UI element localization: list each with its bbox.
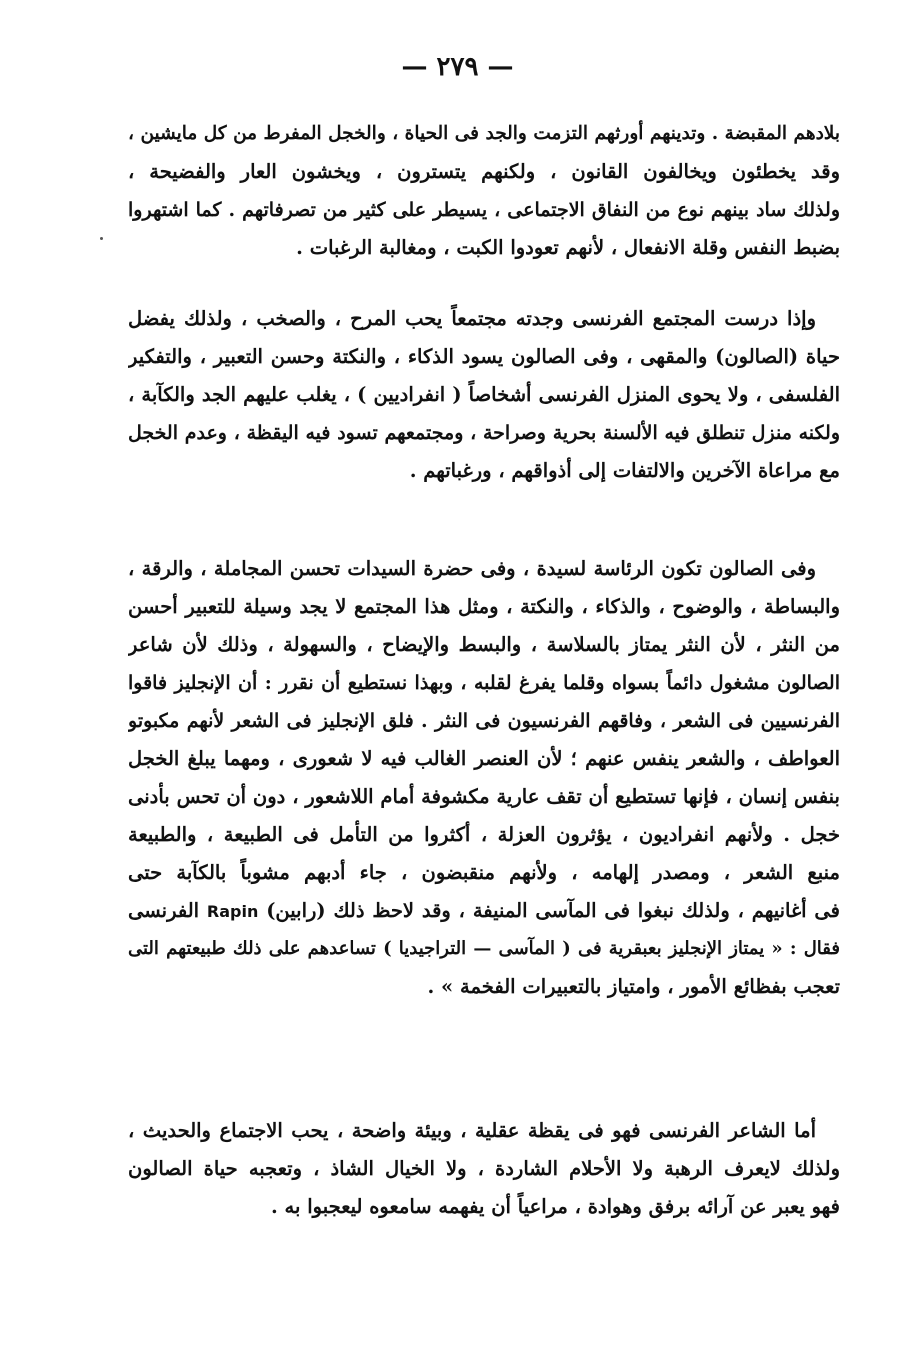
text-line: فهو يعبر عن آرائه برفق وهوادة ، مراعياً أن يفهمه سامعوه ليعجبوا به . xyxy=(270,1195,840,1218)
text-line: حياة (الصالون) والمقهى ، وفى الصالون يسود الذكاء ، والنكتة وحسن التعبير ، والتفكير xyxy=(128,345,840,368)
text-line: فى أغانيهم ، ولذلك نبغوا فى المآسى المنيفة ، وقد لاحظ ذلك (رابين) Rapin الفرنسى xyxy=(128,899,840,922)
scan-speck xyxy=(100,237,103,240)
text-line: بضبط النفس وقلة الانفعال ، لأنهم تعودوا الكبت ، ومغالبة الرغبات . xyxy=(296,236,840,259)
latin-name: Rapin xyxy=(206,902,259,921)
text-line: بنفس إنسان ، فإنها تستطيع أن تقف عارية مكشوفة أمام اللاشعور ، دون أن تحس بأدنى xyxy=(128,785,840,808)
text-line: ولكنه منزل تنطلق فيه الألسنة بحرية وصراحة ، ومجتمعهم تسود فيه اليقظة ، وعدم الخجل xyxy=(128,422,840,444)
text-line: من النثر ، لأن النثر يمتاز بالسلاسة ، والبسط والإيضاح ، والسهولة ، وذلك لأن شاعر xyxy=(128,633,840,656)
text-line: الفلسفى ، ولا يحوى المنزل الفرنسى أشخاصاً ( انفراديين ) ، يغلب عليهم الجد والكآبة ، xyxy=(128,383,840,406)
paragraph-1 xyxy=(128,115,840,267)
paragraph-3 xyxy=(128,550,840,1006)
text-line: مع مراعاة الآخرين والالتفات إلى أذواقهم ، ورغباتهم . xyxy=(409,459,840,482)
text-line: والبساطة ، والوضوح ، والذكاء ، والنكتة ، ومثل هذا المجتمع لا يجد وسيلة للتعبير أحسن xyxy=(128,595,840,618)
text-line: وقد يخطئون ويخالفون القانون ، ولكنهم يتسترون ، ويخشون العار والفضيحة ، xyxy=(128,160,840,183)
page-number: — ٢٧٩ — xyxy=(401,52,514,82)
text-line: أما الشاعر الفرنسى فهو فى يقظة عقلية ، وبيئة واضحة ، يحب الاجتماع والحديث ، xyxy=(128,1119,816,1142)
text-line: وإذا درست المجتمع الفرنسى وجدته مجتمعاً يحب المرح ، والصخب ، ولذلك يفضل xyxy=(128,307,816,330)
text-line: تعجب بفظائع الأمور ، وامتياز بالتعبيرات الفخمة » . xyxy=(427,975,840,998)
text-line: الصالون مشغول دائماً بسواه وقلما يفرغ لقلبه ، وبهذا نستطيع أن نقرر : أن الإنجليز فاقوا xyxy=(128,672,840,694)
text-line: بلادهم المقبضة . وتدينهم أورثهم التزمت والجد فى الحياة ، والخجل المفرط من كل مايشين ، xyxy=(128,123,840,144)
text-line: العواطف ، والشعر ينفس عنهم ؛ لأن العنصر الغالب فيه لا شعورى ، ومهما يبلغ الخجل xyxy=(128,747,840,770)
text-line: وفى الصالون تكون الرئاسة لسيدة ، وفى حضرة السيدات تحسن المجاملة ، والرقة ، xyxy=(128,557,816,580)
paragraph-2 xyxy=(128,300,840,490)
text-line: فقال : « يمتاز الإنجليز بعبقرية فى ( المآسى — التراجيديا ) تساعدهم على ذلك طبيعتهم التى xyxy=(128,938,840,959)
text-line: ولذلك ساد بينهم نوع من النفاق الاجتماعى ، يسيطر على كثير من تصرفاتهم . كما اشتهروا xyxy=(128,199,840,221)
text-line: ولذلك لايعرف الرهبة ولا الأحلام الشاردة ، ولا الخيال الشاذ ، وتعجبه حياة الصالون xyxy=(128,1157,840,1180)
text-line: منبع الشعر ، ومصدر إلهامه ، ولأنهم منقبضون ، جاء أدبهم مشوباً بالكآبة حتى xyxy=(128,861,840,884)
text-line: خجل . ولأنهم انفراديون ، يؤثرون العزلة ، أكثروا من التأمل فى الطبيعة ، والطبيعة xyxy=(128,823,840,846)
text-line: الفرنسيين فى الشعر ، وفاقهم الفرنسيون فى النثر . فلق الإنجليز فى الشعر لأنهم مكبوتو xyxy=(128,710,840,732)
paragraph-4 xyxy=(128,1112,840,1226)
